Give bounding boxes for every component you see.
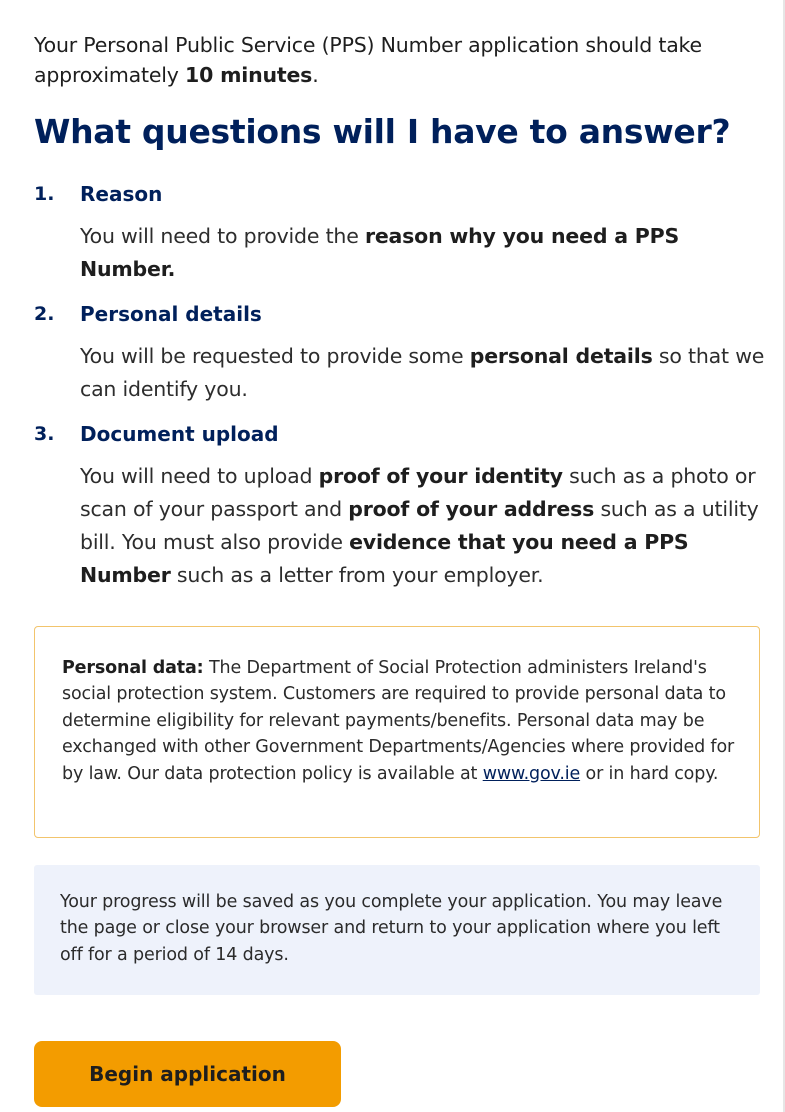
step-title: Reason bbox=[80, 182, 163, 206]
step-title: Document upload bbox=[80, 422, 279, 446]
personal-data-text bbox=[62, 655, 740, 787]
personal-data-label: Personal data: bbox=[62, 658, 204, 678]
step-description-emphasis: proof of your identity bbox=[318, 464, 563, 488]
gov-ie-link[interactable]: www.gov.ie bbox=[482, 763, 581, 784]
step-description-emphasis: evidence that you need a PPS Number bbox=[80, 530, 689, 587]
progress-notice bbox=[34, 865, 760, 995]
intro-text bbox=[34, 30, 764, 90]
step-description-text: such as a photo or scan of your passport and bbox=[80, 464, 756, 521]
step-description-emphasis: personal details bbox=[469, 344, 653, 368]
step-description-text: You will be requested to provide some bbox=[80, 344, 470, 368]
intro-duration: 10 minutes bbox=[185, 63, 313, 87]
step-description-text: so that we can identify you. bbox=[80, 344, 765, 401]
intro-prefix: Your Personal Public Service (PPS) Number application should take approximately bbox=[34, 33, 702, 87]
step-description-text: You will need to upload bbox=[80, 464, 319, 488]
step-number: 1. bbox=[34, 183, 55, 205]
step-number: 3. bbox=[34, 423, 55, 445]
step-description-text: You will need to provide the bbox=[80, 224, 365, 248]
step-description bbox=[80, 460, 774, 592]
page-heading: What questions will I have to answer? bbox=[34, 112, 731, 151]
step-description-text: such as a utility bill. You must also provide bbox=[80, 497, 759, 554]
begin-application-button[interactable]: Begin application bbox=[34, 1041, 341, 1107]
step-title: Personal details bbox=[80, 302, 262, 326]
intro-suffix: . bbox=[312, 63, 319, 87]
step-description-emphasis: reason why you need a PPS Number. bbox=[80, 224, 680, 281]
step-description bbox=[80, 340, 774, 406]
step-number: 2. bbox=[34, 303, 55, 325]
personal-data-body: The Department of Social Protection administers Ireland's social protection system. Customers are required to provide personal data to determine eligibility for relevant payments/benefits. Personal data may be exchanged with other Government Departments/Agencies where provided for by law. Our data protection policy is available at bbox=[62, 658, 735, 784]
progress-notice-text: Your progress will be saved as you complete your application. You may leave the page or close your browser and return to your application where you left off for a period of 14 days. bbox=[60, 892, 723, 965]
step-description-text: such as a letter from your employer. bbox=[170, 563, 544, 587]
personal-data-end: or in hard copy. bbox=[580, 763, 719, 784]
step-description bbox=[80, 220, 774, 286]
step-description-emphasis: proof of your address bbox=[348, 497, 595, 521]
personal-data-notice bbox=[34, 626, 760, 838]
